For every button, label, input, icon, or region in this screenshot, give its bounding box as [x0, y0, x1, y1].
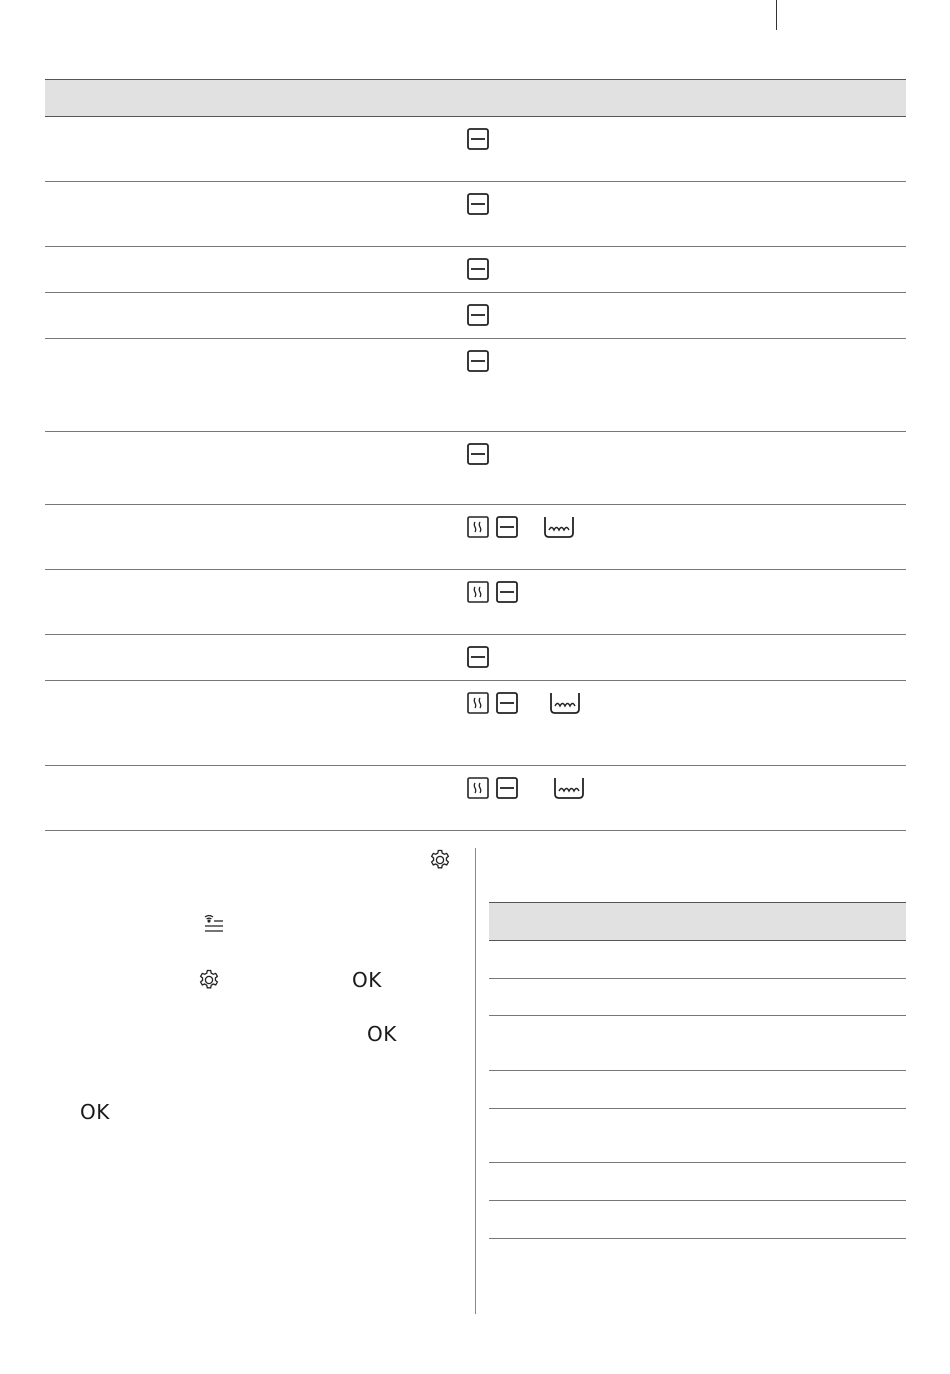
table-row [45, 182, 906, 247]
table-row [45, 635, 906, 681]
minus-box-icon [496, 581, 518, 603]
steam-box-icon [467, 692, 489, 714]
minus-box-icon [467, 350, 489, 372]
settings-instructions [45, 840, 465, 1160]
ok-label: OK [80, 1100, 110, 1124]
table-row [45, 681, 906, 766]
table-header [489, 902, 906, 941]
water-tank-icon [549, 692, 581, 714]
minus-box-icon [467, 304, 489, 326]
table-row [489, 1109, 906, 1163]
column-divider [475, 848, 476, 1314]
minus-box-icon [467, 193, 489, 215]
table-row [489, 1163, 906, 1201]
top-marker-line [776, 0, 777, 30]
table-row [45, 339, 906, 432]
table-row [45, 570, 906, 635]
steam-box-icon [467, 516, 489, 538]
settings-gear-icon [428, 848, 452, 872]
ok-label: OK [367, 1022, 397, 1046]
minus-box-icon [467, 258, 489, 280]
settings-gear-icon [197, 968, 221, 992]
minus-box-icon [496, 692, 518, 714]
table-row [489, 1071, 906, 1109]
settings-table [489, 902, 906, 1239]
table-row [45, 766, 906, 831]
table-row [489, 979, 906, 1016]
table-row [489, 1201, 906, 1239]
ok-label: OK [352, 968, 382, 992]
table-row [45, 505, 906, 570]
table-row [45, 247, 906, 293]
wifi-list-icon [202, 912, 226, 936]
water-tank-icon [553, 777, 585, 799]
table-row [489, 1016, 906, 1071]
steam-box-icon [467, 777, 489, 799]
minus-box-icon [467, 128, 489, 150]
minus-box-icon [496, 516, 518, 538]
minus-box-icon [467, 646, 489, 668]
minus-box-icon [467, 443, 489, 465]
water-tank-icon [543, 516, 575, 538]
table-row [45, 117, 906, 182]
program-table [45, 79, 906, 831]
table-row [45, 293, 906, 339]
table-header [45, 79, 906, 117]
table-row [489, 941, 906, 979]
table-row [45, 432, 906, 505]
steam-box-icon [467, 581, 489, 603]
minus-box-icon [496, 777, 518, 799]
